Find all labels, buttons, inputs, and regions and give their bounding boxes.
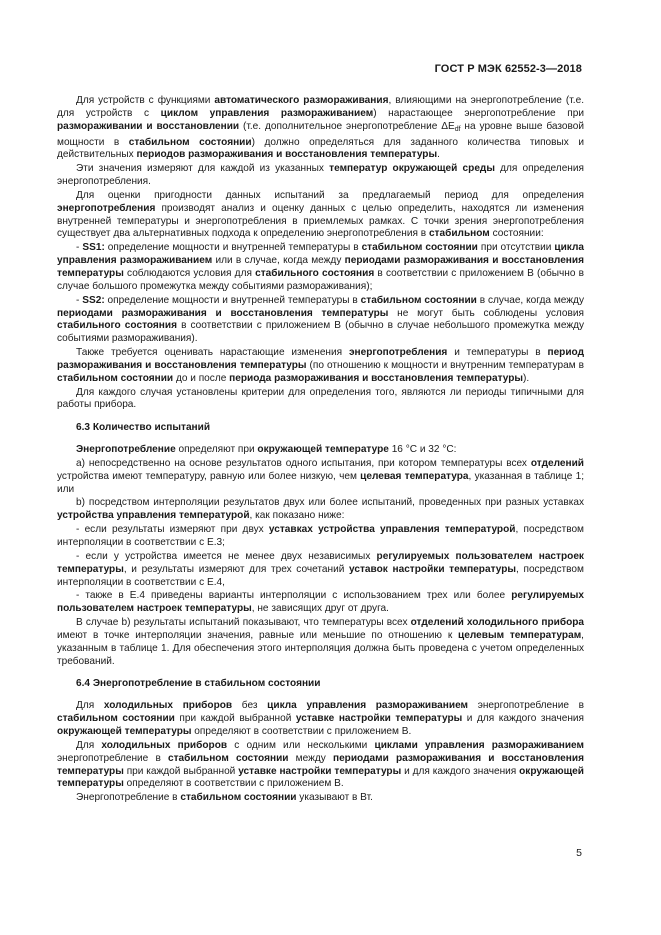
document-header: ГОСТ Р МЭК 62552-3—2018 [434, 63, 582, 75]
paragraph [57, 551, 584, 590]
text-run: - если результаты измеряют при двух [76, 524, 269, 536]
bold-term: устройства управления температурой [57, 510, 250, 522]
text-run: в случае, когда между [476, 294, 584, 306]
bold-term: SS1: [82, 242, 105, 254]
section-6-3-body [57, 444, 584, 668]
bold-term: уставках устройства управления температурой [268, 524, 516, 536]
paragraph [57, 242, 584, 293]
text-run: , указанным в таблице 1. Для обеспечения этого интерполяция должна быть проведена с учетом определенных требований. [57, 629, 584, 667]
bold-term: стабильном состоянии [361, 242, 478, 254]
text-run: производят анализ и оценку данных с целью определить, находятся ли изменения внутренней температуры и энергопотребления в приемлемых рамках. С точки зрения энергопотребления существует два альтернативных подхода к определению энергопотребления в [57, 202, 584, 240]
bold-term: период размораживания и восстановления температуры [57, 347, 584, 371]
paragraph [57, 590, 584, 616]
text-run: не могут быть соблюдены условия [388, 307, 584, 319]
bold-term: периодами размораживания и восстановления температуры [57, 255, 584, 279]
section-6-4-body [57, 700, 584, 805]
text-run: Для оценки пригодности данных испытаний за предлагаемый период для определения [76, 189, 584, 201]
bold-term: периода размораживания и восстановления температуры [229, 372, 524, 384]
bold-term: регулируемых пользователем настроек температуры [57, 590, 584, 615]
document-body [57, 95, 584, 805]
paragraph [57, 524, 584, 550]
text-run: с одним или несколькими [227, 739, 375, 751]
text-run: , как показано ниже: [249, 510, 345, 522]
bold-term: энергопотребления [348, 347, 448, 359]
paragraph [57, 740, 584, 791]
bold-term: уставке настройки температуры [238, 765, 402, 777]
text-run: без [232, 700, 268, 712]
paragraph [57, 617, 584, 668]
text-run: a) непосредственно на основе результатов одного испытания, при котором температуры всех [76, 457, 531, 469]
bold-term: стабильном состоянии [360, 294, 477, 306]
paragraph [57, 700, 584, 739]
text-run: , указанная в таблице 1; или [57, 470, 584, 495]
bold-term: цикла управления размораживанием [267, 700, 469, 712]
text-run: устройства имеют температуру, равную или более низкую, чем [57, 470, 361, 482]
paragraph [57, 163, 584, 189]
text-run: и температуры в [447, 347, 548, 359]
section-6-4-heading: 6.4 Энергопотребление в стабильном состоянии [76, 678, 321, 690]
bold-term: стабильном состоянии [57, 713, 175, 725]
text-run: В случае b) результаты испытаний показывают, что температуры всех [76, 617, 411, 629]
bold-term: автоматического размораживания [214, 95, 389, 106]
section-6-3-heading: 6.3 Количество испытаний [76, 422, 211, 434]
text-run: при отсутствии [477, 242, 555, 254]
bold-term: температур окружающей среды [329, 163, 495, 175]
bold-term: регулируемых пользователем настроек температуры [57, 550, 584, 575]
text-run: энергопотребление в [468, 700, 585, 712]
page-number: 5 [576, 847, 582, 859]
text-run: для определения энергопотребления. [57, 163, 584, 188]
text-run: ) должно определяться для заданного количества типовых и действительных [57, 136, 584, 161]
text-run: имеют в точке интерполяции значения, равные или меньшие по отношению к [57, 629, 459, 641]
text-run: . [437, 149, 440, 161]
bold-term: окружающей температуры [57, 725, 192, 737]
text-run: состоянии: [489, 228, 544, 240]
text-run: , посредством интерполяции в соответствии с Е.3; [57, 524, 584, 548]
text-run: ). [523, 372, 530, 384]
text-run: - [76, 242, 83, 254]
text-run: определение мощности и внутренней температуры в [104, 242, 362, 254]
text-run: , влияющими на энергопотребление (т.е. для устройств с [57, 95, 584, 119]
text-run: Для каждого случая установлены критерии для определения того, являются ли периоды типичными для работы прибора. [57, 386, 584, 411]
text-run: и для каждого значения [401, 765, 520, 777]
paragraph [57, 295, 584, 346]
paragraph [57, 190, 584, 241]
text-run: - также в Е.4 приведены варианты интерполяции с использованием трех или более [76, 590, 512, 602]
text-run: Эти значения измеряют для каждой из указанных [76, 163, 330, 175]
text-run: определяют в соответствии с приложением В. [191, 725, 412, 737]
bold-term: цикла управления размораживанием [57, 242, 584, 267]
text-run: 16 °С и 32 °С: [388, 444, 457, 456]
text-run: между [288, 752, 333, 764]
bold-term: целевая температура [360, 470, 469, 482]
text-run: (т.е. дополнительное энергопотребление ΔE [239, 120, 455, 132]
paragraph [57, 792, 584, 805]
bold-term: целевым температурам [458, 629, 582, 641]
bold-term: стабильном состоянии [167, 752, 289, 764]
text-run: , и результаты измеряют для трех сочетаний [123, 563, 350, 575]
bold-term: стабильном [428, 228, 490, 240]
text-run: b) посредством интерполяции результатов двух или более испытаний, проведенных при разных уставках [76, 497, 584, 509]
text-run: df [454, 125, 461, 133]
text-run: ) нарастающее энергопотребление при [373, 107, 584, 119]
text-run: при каждой выбранной [123, 765, 239, 777]
text-run: и для каждого значения [462, 713, 585, 725]
paragraph [57, 95, 584, 162]
text-run: в соответствии с приложением В (обычно в случае большого промежутка между событиями размораживания); [57, 267, 584, 292]
bold-term: стабильном состоянии [57, 372, 174, 384]
paragraph [57, 458, 584, 497]
bold-term: энергопотребления [57, 202, 156, 214]
bold-term: окружающей температуре [257, 444, 389, 456]
bold-term: окружающей температуры [57, 765, 584, 790]
text-run: - если у устройства имеется не менее двух независимых [76, 550, 377, 562]
text-run: Для [76, 739, 102, 751]
bold-term: Энергопотребление [76, 444, 176, 456]
text-run: или в случае, когда между [212, 255, 345, 267]
paragraph [57, 387, 584, 413]
bold-term: уставке настройки температуры [295, 713, 463, 725]
bold-term: стабильного состояния [57, 320, 177, 332]
text-run: определяют в соответствии с приложением В. [123, 778, 344, 790]
text-run: , не зависящих друг от друга. [251, 603, 389, 615]
bold-term: периодами размораживания и восстановления температуры [57, 307, 389, 319]
bold-term: циклом управления размораживанием [160, 107, 374, 119]
text-run: указывают в Вт. [296, 792, 373, 804]
text-run: определяют при [175, 444, 258, 456]
bold-term: SS2: [82, 294, 105, 306]
text-run: Для [76, 700, 104, 712]
bold-term: периодов размораживания и восстановления температуры [136, 149, 438, 161]
text-run: при каждой выбранной [174, 713, 296, 725]
text-run: энергопотребление в [57, 752, 168, 764]
text-run: Энергопотребление в [76, 792, 181, 804]
bold-term: стабильном состоянии [180, 792, 297, 804]
text-run: в соответствии с приложением В (обычно в случае небольшого промежутка между событиями размораживания). [57, 320, 585, 345]
paragraph [57, 497, 584, 523]
text-run: до и после [173, 372, 230, 384]
bold-term: уставок настройки температуры [349, 563, 517, 575]
bold-term: холодильных приборов [103, 700, 233, 712]
bold-term: отделений [530, 457, 584, 469]
text-run: - [76, 294, 83, 306]
paragraph [57, 444, 584, 457]
bold-term: отделений холодильного прибора [410, 617, 585, 629]
bold-term: циклами управления размораживанием [374, 739, 585, 751]
text-run: , посредством интерполяции в соответствии с Е.4, [57, 563, 584, 588]
paragraph [57, 347, 584, 386]
text-run: определение мощности и внутренней температуры в [104, 294, 361, 306]
bold-term: стабильном состоянии [128, 136, 252, 148]
text-run: Для устройств с функциями [76, 95, 215, 106]
bold-term: стабильного состояния [255, 267, 375, 279]
text-run: Также требуется оценивать нарастающие изменения [76, 347, 349, 359]
bold-term: размораживании и восстановлении [57, 120, 240, 132]
text-run: на уровне выше базовой мощности в [57, 120, 585, 148]
text-run: (по отношению к мощности и внутренним температурам в [306, 359, 585, 371]
intro-section [57, 95, 584, 412]
bold-term: периодами размораживания и восстановления температуры [57, 752, 584, 777]
text-run: соблюдаются условия для [123, 267, 256, 279]
bold-term: холодильных приборов [101, 739, 228, 751]
